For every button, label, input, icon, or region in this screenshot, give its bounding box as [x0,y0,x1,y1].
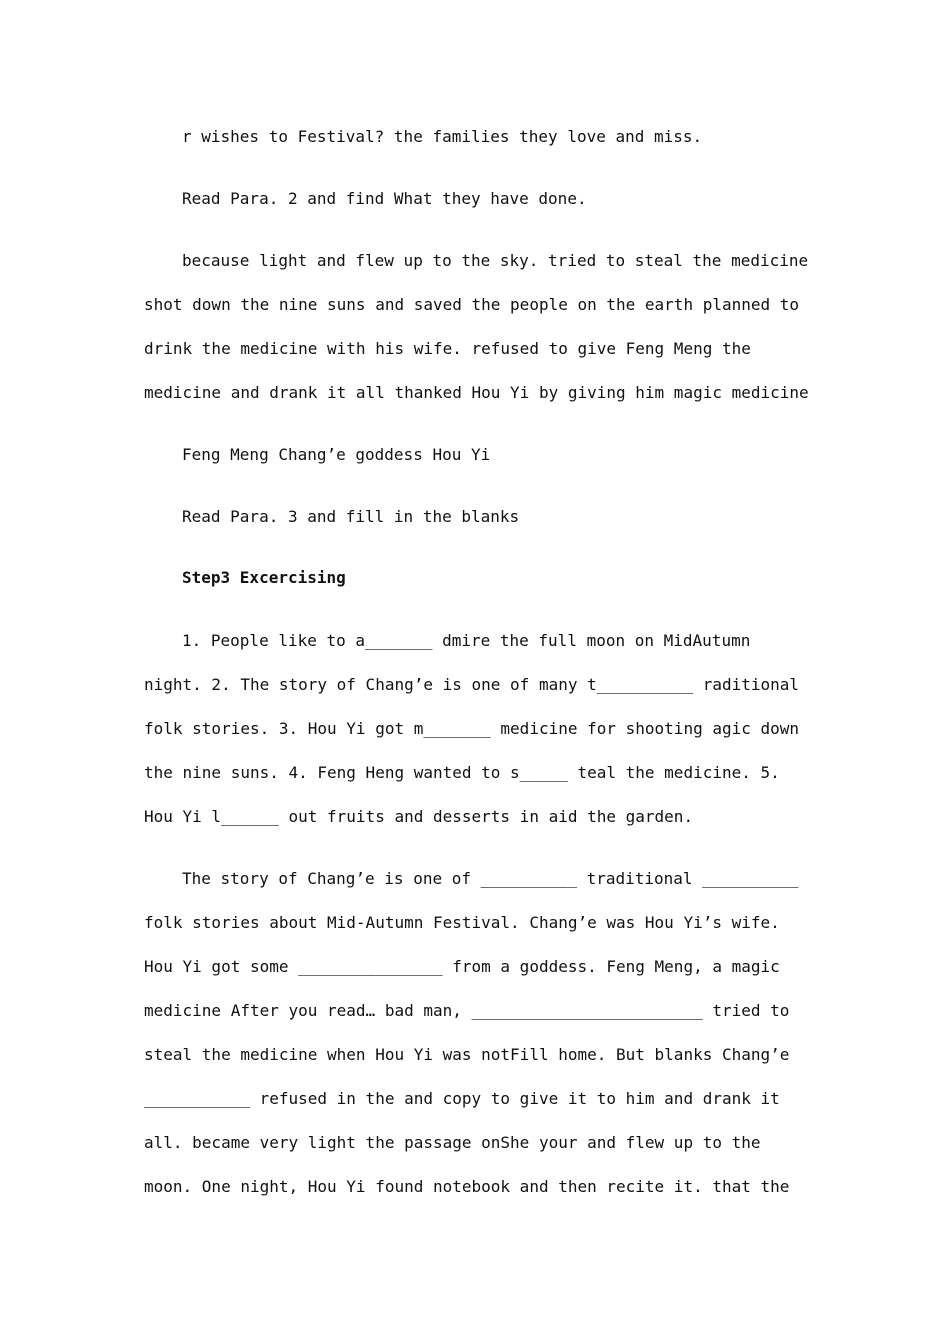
text-line: medicine After you read… bad man, ________________________ tried to [144,1001,790,1020]
text-line: ___________ refused in the and copy to give it to him and drank it [144,1089,780,1108]
text-line: all. became very light the passage onShe your and flew up to the [144,1133,761,1152]
text-line: the nine suns. 4. Feng Heng wanted to s_____ teal the medicine. 5. [144,763,780,782]
paragraph-characters [144,433,814,477]
text-line: Feng Meng Chang’e goddess Hou Yi [182,445,491,464]
paragraph-fill-blanks-story [144,857,814,1209]
text-line: Hou Yi l______ out fruits and desserts in aid the garden. [144,807,694,826]
text-line: steal the medicine when Hou Yi was notFill home. But blanks Chang’e [144,1045,790,1064]
text-line: folk stories about Mid-Autumn Festival. Chang’e was Hou Yi’s wife. [144,913,780,932]
text-line: because light and flew up to the sky. tried to steal the medicine [182,251,809,270]
text-line: medicine and drank it all thanked Hou Yi by giving him magic medicine [144,383,809,402]
text-line: r wishes to Festival? the families they love and miss. [182,127,703,146]
text-line: folk stories. 3. Hou Yi got m_______ medicine for shooting agic down [144,719,800,738]
paragraph-exercise-sentences [144,619,814,839]
text-line: Step3 Excercising [182,568,346,587]
paragraph-read-para-3 [144,495,814,539]
text-line: 1. People like to a_______ dmire the full moon on MidAutumn [182,631,751,650]
text-line: moon. One night, Hou Yi found notebook and then recite it. that the [144,1177,790,1196]
text-line: Read Para. 3 and fill in the blanks [182,507,520,526]
text-line: The story of Chang’e is one of __________ traditional __________ [182,869,799,888]
paragraph-story-events [144,239,814,415]
text-line: drink the medicine with his wife. refused to give Feng Meng the [144,339,751,358]
paragraph-intro-question [144,115,814,159]
text-line: night. 2. The story of Chang’e is one of many t__________ raditional [144,675,800,694]
text-line: Read Para. 2 and find What they have done. [182,189,587,208]
section-heading-step3 [144,556,814,600]
text-line: shot down the nine suns and saved the people on the earth planned to [144,295,800,314]
text-line: Hou Yi got some _______________ from a goddess. Feng Meng, a magic [144,957,780,976]
paragraph-read-para-2 [144,177,814,221]
